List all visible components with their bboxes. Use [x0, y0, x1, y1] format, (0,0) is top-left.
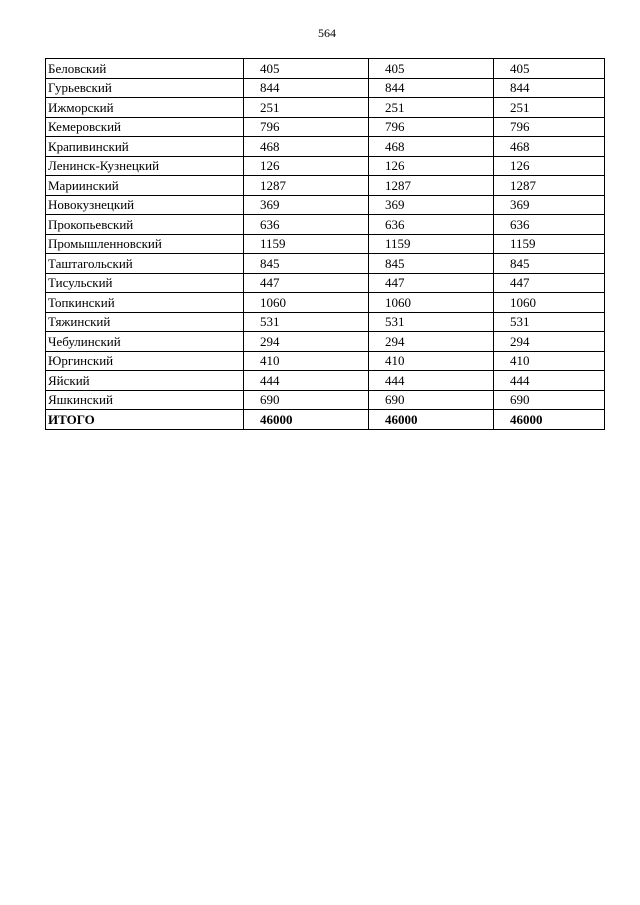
table-row: [46, 254, 605, 274]
value-cell-2: 636: [369, 215, 494, 235]
district-name-cell: Новокузнецкий: [46, 195, 244, 215]
table-row: [46, 234, 605, 254]
value-cell-2: 251: [369, 98, 494, 118]
district-name-cell: Юргинский: [46, 351, 244, 371]
value-cell-2: 410: [369, 351, 494, 371]
value-cell-1: 468: [244, 137, 369, 157]
value-cell-1: 447: [244, 273, 369, 293]
total-value-cell-3: 46000: [494, 410, 605, 430]
table-row: [46, 176, 605, 196]
value-cell-3: 126: [494, 156, 605, 176]
value-cell-3: 531: [494, 312, 605, 332]
district-name-cell: Кемеровский: [46, 117, 244, 137]
table-row: [46, 195, 605, 215]
district-name-cell: Яшкинский: [46, 390, 244, 410]
value-cell-1: 410: [244, 351, 369, 371]
table-row: [46, 293, 605, 313]
value-cell-1: 126: [244, 156, 369, 176]
value-cell-3: 405: [494, 59, 605, 79]
value-cell-1: 636: [244, 215, 369, 235]
value-cell-3: 1060: [494, 293, 605, 313]
value-cell-3: 796: [494, 117, 605, 137]
value-cell-3: 294: [494, 332, 605, 352]
value-cell-3: 636: [494, 215, 605, 235]
district-name-cell: Прокопьевский: [46, 215, 244, 235]
value-cell-1: 251: [244, 98, 369, 118]
table-row: [46, 273, 605, 293]
value-cell-2: 1060: [369, 293, 494, 313]
table-row: [46, 78, 605, 98]
total-value-cell-2: 46000: [369, 410, 494, 430]
value-cell-2: 294: [369, 332, 494, 352]
district-name-cell: Крапивинский: [46, 137, 244, 157]
value-cell-3: 845: [494, 254, 605, 274]
value-cell-2: 1159: [369, 234, 494, 254]
value-cell-1: 690: [244, 390, 369, 410]
value-cell-2: 845: [369, 254, 494, 274]
value-cell-3: 410: [494, 351, 605, 371]
district-name-cell: Чебулинский: [46, 332, 244, 352]
district-name-cell: Тисульский: [46, 273, 244, 293]
table-row: [46, 117, 605, 137]
value-cell-2: 447: [369, 273, 494, 293]
value-cell-1: 1287: [244, 176, 369, 196]
value-cell-3: 1159: [494, 234, 605, 254]
value-cell-1: 444: [244, 371, 369, 391]
total-value-cell-1: 46000: [244, 410, 369, 430]
value-cell-1: 405: [244, 59, 369, 79]
district-name-cell: Беловский: [46, 59, 244, 79]
table-row: [46, 332, 605, 352]
district-name-cell: Гурьевский: [46, 78, 244, 98]
district-name-cell: Топкинский: [46, 293, 244, 313]
value-cell-1: 369: [244, 195, 369, 215]
value-cell-2: 369: [369, 195, 494, 215]
value-cell-2: 405: [369, 59, 494, 79]
value-cell-1: 294: [244, 332, 369, 352]
district-name-cell: Ижморский: [46, 98, 244, 118]
value-cell-1: 1159: [244, 234, 369, 254]
value-cell-3: 844: [494, 78, 605, 98]
table-row: [46, 371, 605, 391]
table-row: [46, 390, 605, 410]
page-number: 564: [318, 26, 336, 40]
table-body: [46, 59, 605, 430]
value-cell-2: 444: [369, 371, 494, 391]
value-cell-3: 1287: [494, 176, 605, 196]
value-cell-2: 126: [369, 156, 494, 176]
value-cell-3: 447: [494, 273, 605, 293]
table-row: [46, 137, 605, 157]
table-row: [46, 156, 605, 176]
value-cell-2: 468: [369, 137, 494, 157]
table-row: [46, 215, 605, 235]
value-cell-1: 1060: [244, 293, 369, 313]
value-cell-1: 845: [244, 254, 369, 274]
value-cell-2: 690: [369, 390, 494, 410]
value-cell-3: 690: [494, 390, 605, 410]
table-row: [46, 98, 605, 118]
value-cell-2: 844: [369, 78, 494, 98]
value-cell-3: 468: [494, 137, 605, 157]
table-row: [46, 351, 605, 371]
value-cell-2: 531: [369, 312, 494, 332]
district-name-cell: Мариинский: [46, 176, 244, 196]
value-cell-1: 531: [244, 312, 369, 332]
district-name-cell: Промышленновский: [46, 234, 244, 254]
value-cell-3: 251: [494, 98, 605, 118]
total-row: [46, 410, 605, 430]
data-table: [45, 58, 605, 430]
total-label-cell: ИТОГО: [46, 410, 244, 430]
value-cell-2: 796: [369, 117, 494, 137]
district-name-cell: Тяжинский: [46, 312, 244, 332]
value-cell-2: 1287: [369, 176, 494, 196]
district-name-cell: Яйский: [46, 371, 244, 391]
value-cell-3: 444: [494, 371, 605, 391]
district-name-cell: Ленинск-Кузнецкий: [46, 156, 244, 176]
value-cell-1: 796: [244, 117, 369, 137]
table-row: [46, 59, 605, 79]
district-name-cell: Таштагольский: [46, 254, 244, 274]
table-row: [46, 312, 605, 332]
value-cell-1: 844: [244, 78, 369, 98]
value-cell-3: 369: [494, 195, 605, 215]
